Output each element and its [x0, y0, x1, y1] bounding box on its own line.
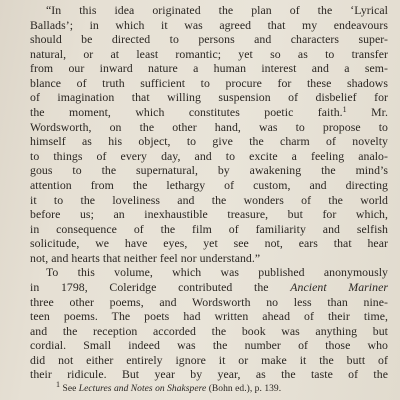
text-line: gous to the supernatural, by awakening the mind’s — [30, 163, 388, 178]
text-line: it to the loveliness and the wonders of the world — [30, 192, 388, 207]
text-line: blance of truth sufficient to procure for these shadows — [30, 75, 388, 90]
text-segment: the moment, which constitutes poetic faith. — [30, 105, 343, 120]
footnote-reference: 1 — [342, 105, 347, 115]
text-line: from our inward nature a human interest and a sem- — [30, 61, 388, 76]
text-line: to things of every day, and to excite a feeling analo- — [30, 148, 388, 163]
footnote-title: Lectures and Notes on Shakspere — [78, 384, 207, 394]
text-line: cordial. Small indeed was the number of those who — [30, 338, 388, 353]
text-line: himself as his object, to give the charm of novelty — [30, 134, 388, 149]
text-line: did not either entirely ignore it or make it the butt of — [30, 352, 388, 367]
text-line: teen poems. The poets had written ahead of their time, — [30, 309, 388, 324]
text-line: attention from the lethargy of custom, and directing — [30, 177, 388, 192]
text-line: Wordsworth, on the other hand, was to propose to — [30, 119, 388, 134]
text-line: before us; an inexhaustible treasure, but for which, — [30, 207, 388, 222]
text-line — [30, 105, 388, 120]
footnote-text: See — [60, 384, 79, 394]
text-line: of imagination that willing suspension of disbelief for — [30, 90, 388, 105]
text-line: not, and hearts that neither feel nor understand.” — [30, 250, 261, 265]
text-line: should be directed to persons and characters super- — [30, 32, 388, 47]
text-line: three other poems, and Wordsworth no less than nine- — [30, 294, 388, 309]
text-line: “In this idea originated the plan of the ‘Lyrical — [46, 3, 388, 17]
text-line: and the reception accorded the book was anything but — [30, 323, 388, 338]
footnote-text: (Bohn ed.), p. 139. — [206, 384, 282, 394]
footnote-marker: 1 — [56, 380, 61, 389]
text-line: in consequence of the film of familiarity and selfish — [30, 221, 388, 236]
footnote — [56, 382, 388, 397]
text-line: their ridicule. But year by year, as the taste of the — [30, 367, 388, 382]
poem-title: Ancient Mariner — [290, 279, 388, 294]
text-line: Ballads’; in which it was agreed that my endeavours — [30, 17, 388, 32]
text-line: To this volume, which was published anonymously — [46, 265, 388, 280]
text-line — [30, 280, 388, 295]
text-segment: Mr. — [346, 105, 388, 120]
text-segment: in 1798, Coleridge contributed the — [30, 279, 291, 294]
text-line: natural, or at least romantic; yet so as to transfer — [30, 46, 388, 61]
text-line: solicitude, we have eyes, yet see not, ears that hear — [30, 236, 388, 251]
